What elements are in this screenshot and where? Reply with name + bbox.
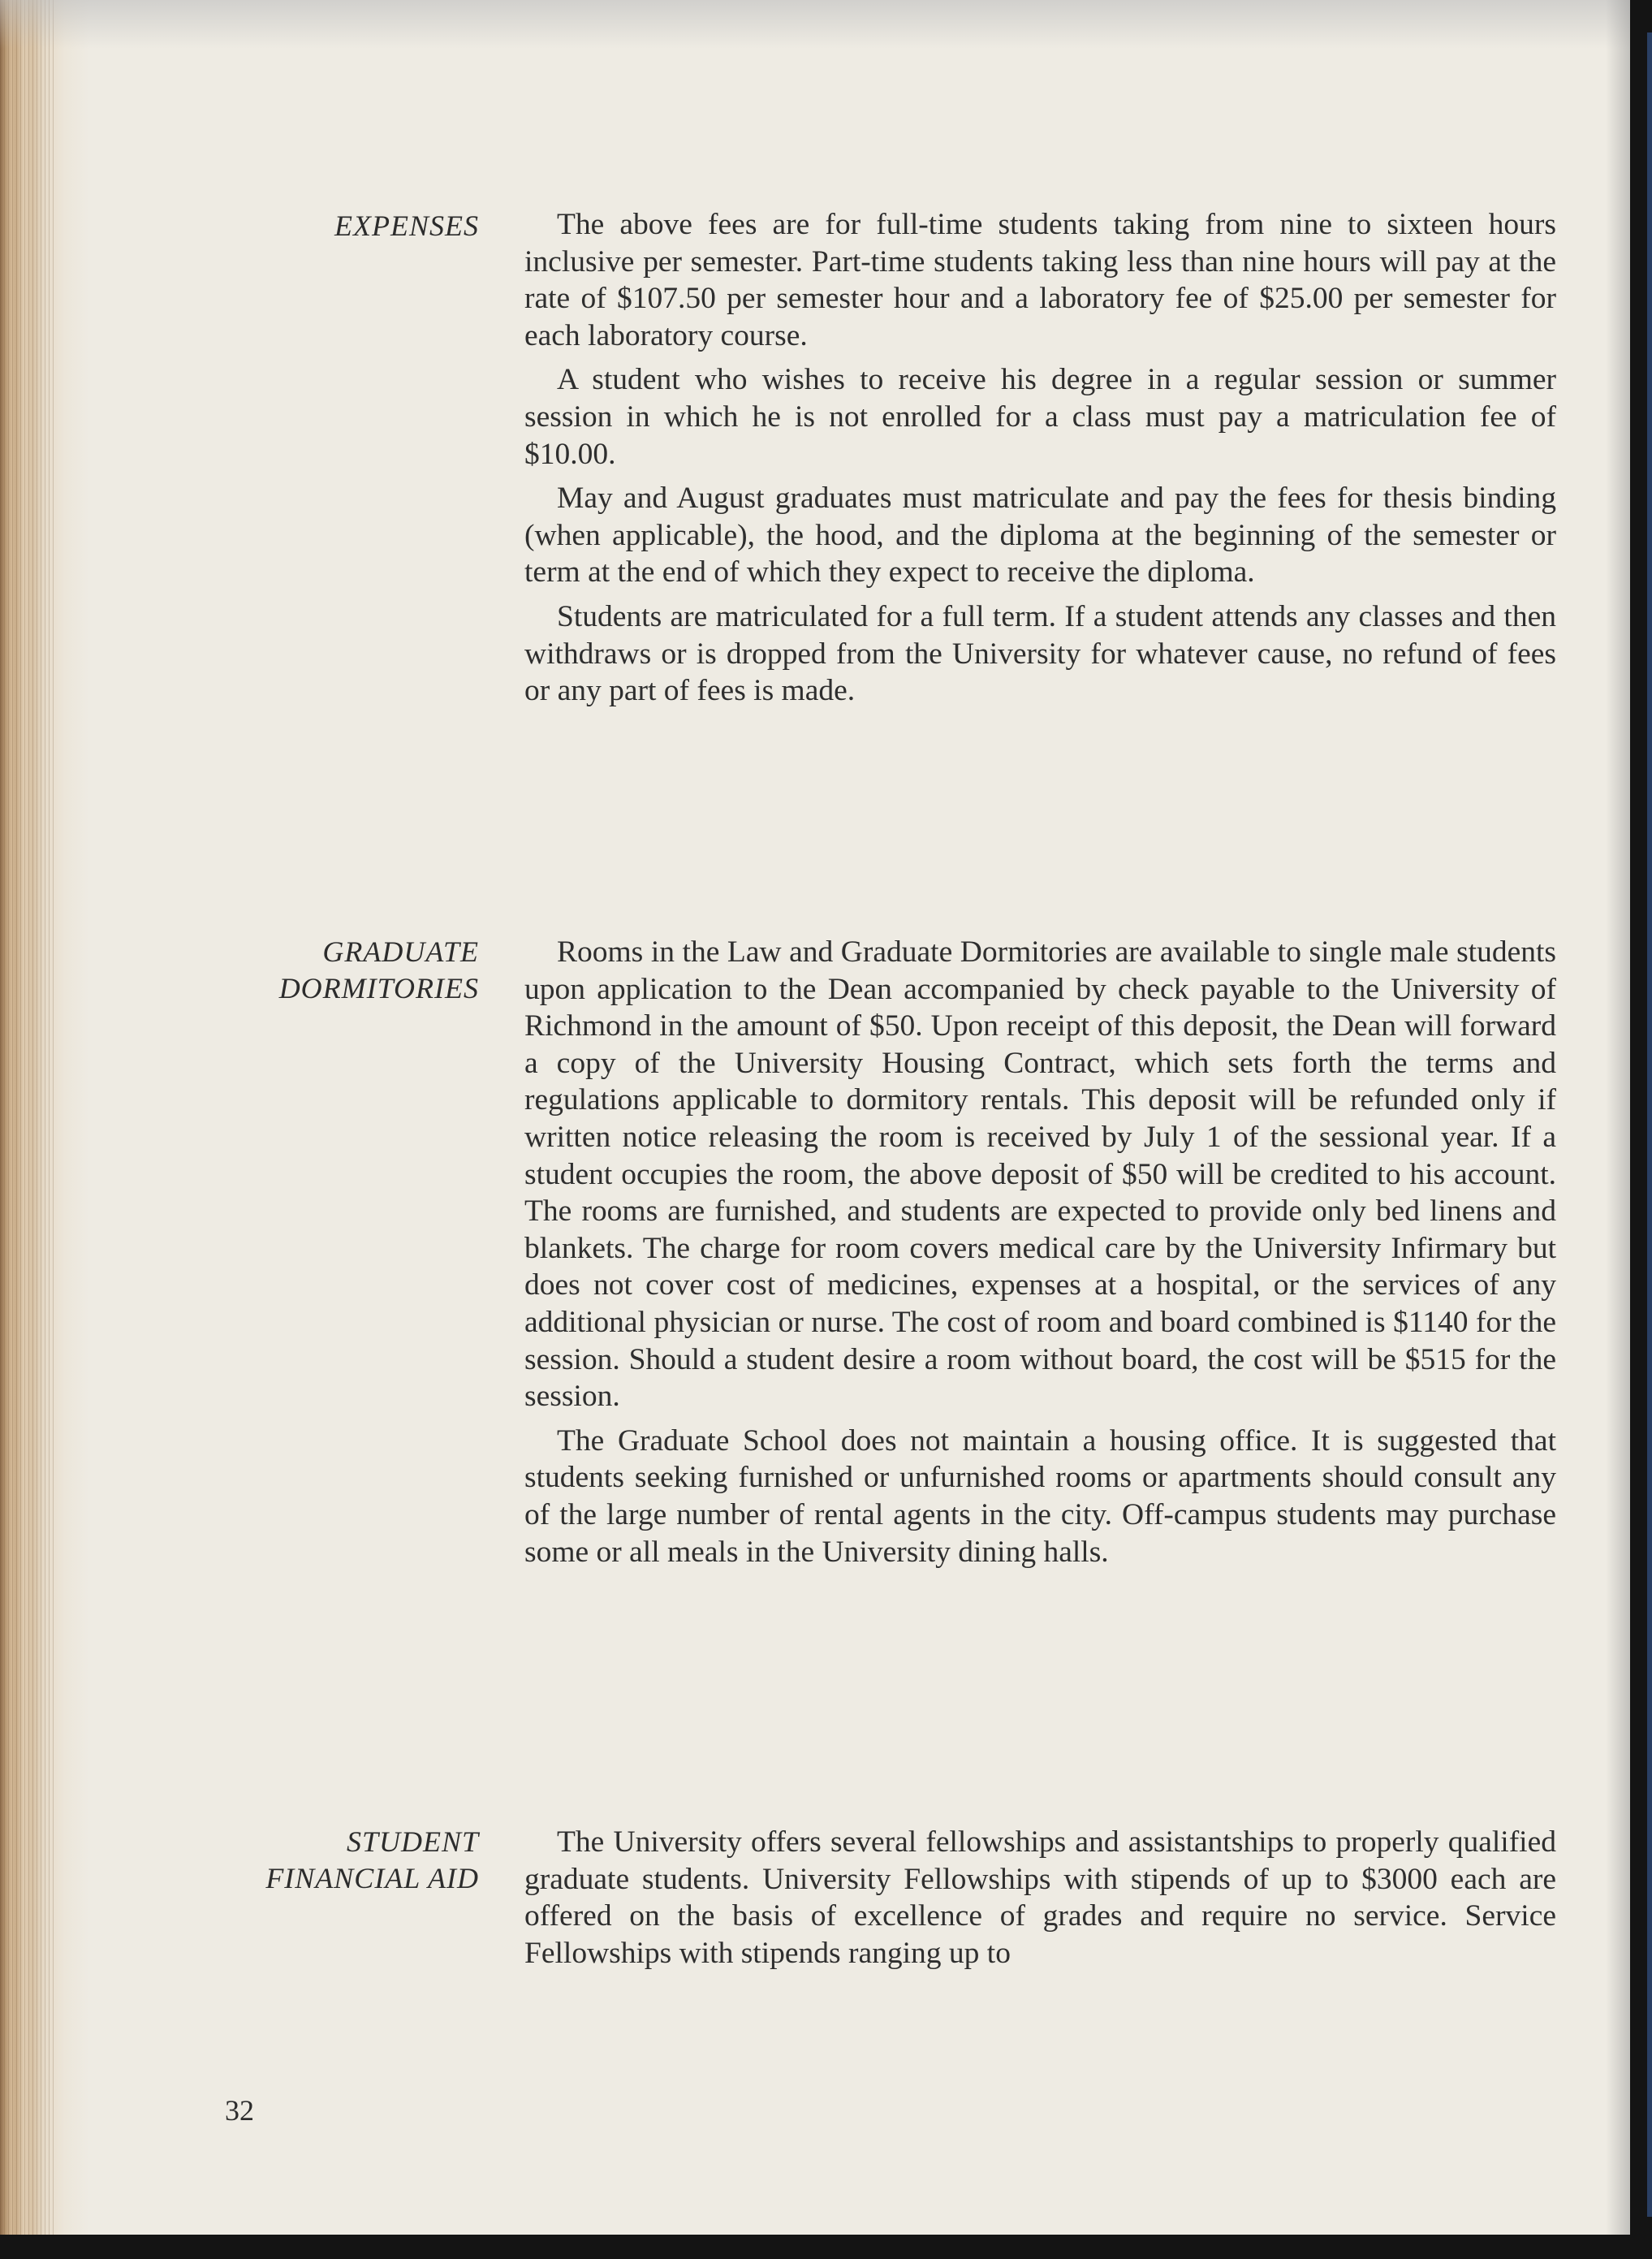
paragraph: The above fees are for full-time students taking from nine to sixteen hours inclusive per semester. Part-time students taking less than nine hours will pay at the rate of $107.50 per semester hour and a laboratory fee of $25.00 per semester for each laboratory course. xyxy=(524,208,1556,352)
paragraph: A student who wishes to receive his degree in a regular session or summer session in which he is not enrolled for a class must pay a matriculation fee of $10.00. xyxy=(524,363,1556,471)
paragraph: The Graduate School does not maintain a housing office. It is suggested that students seeking furnished or unfurnished rooms or apartments should consult any of the large number of rental agents in the city. Off-campus students may purchase some or all meals in the University dining halls. xyxy=(524,1423,1556,1569)
right-shadow xyxy=(1606,0,1630,2235)
paragraph: The University offers several fellowships and assistantships to properly qualified graduate students. University Fellowships with stipends of up to $3000 each are offered on the basis of excellence of grades and require no service. Service Fellowships with stipends ranging up to xyxy=(524,1825,1556,1970)
book-cover-edge xyxy=(1647,32,1652,2217)
section-body xyxy=(524,206,1556,717)
section-body xyxy=(524,934,1556,1578)
page-stack-edges xyxy=(0,0,57,2235)
section-heading: GRADUATE DORMITORIES xyxy=(278,935,479,1004)
paragraph: May and August graduates must matriculate and pay the fees for thesis binding (when applicable), the hood, and the diploma at the beginning of the semester or term at the end of which they expect to receive the diploma. xyxy=(524,482,1556,590)
section-body xyxy=(524,1824,1556,1979)
paragraph: Rooms in the Law and Graduate Dormitories are available to single male students upon application to the Dean accompanied by check payable to the University of Richmond in the amount of $50. Upon receipt of this deposit, the Dean will forward a copy of the University Housing Contract, which sets forth the terms and regulations applicable to dormitory rentals. This deposit will be refunded only if written notice releasing the room is received by July 1 of the sessional year. If a student occupies the room, the above deposit of $50 will be credited to his account. The rooms are furnished, and students are expected to provide only bed linens and blankets. The charge for room covers medical care by the University Infirmary but does not cover cost of medicines, expenses at a hospital, or the services of any additional physician or nurse. The cost of room and board combined is $1140 for the session. Should a student desire a room without board, the cost will be $515 for the session. xyxy=(524,935,1556,1414)
page-number: 32 xyxy=(225,2094,254,2127)
section-heading: EXPENSES xyxy=(334,209,479,242)
paragraph: Students are matriculated for a full term. If a student attends any classes and then withdraws or is dropped from the University for whatever cause, no refund of fees or any part of fees is made. xyxy=(524,599,1556,708)
top-shadow xyxy=(0,0,1630,49)
section-heading: STUDENT FINANCIAL AID xyxy=(265,1825,479,1894)
